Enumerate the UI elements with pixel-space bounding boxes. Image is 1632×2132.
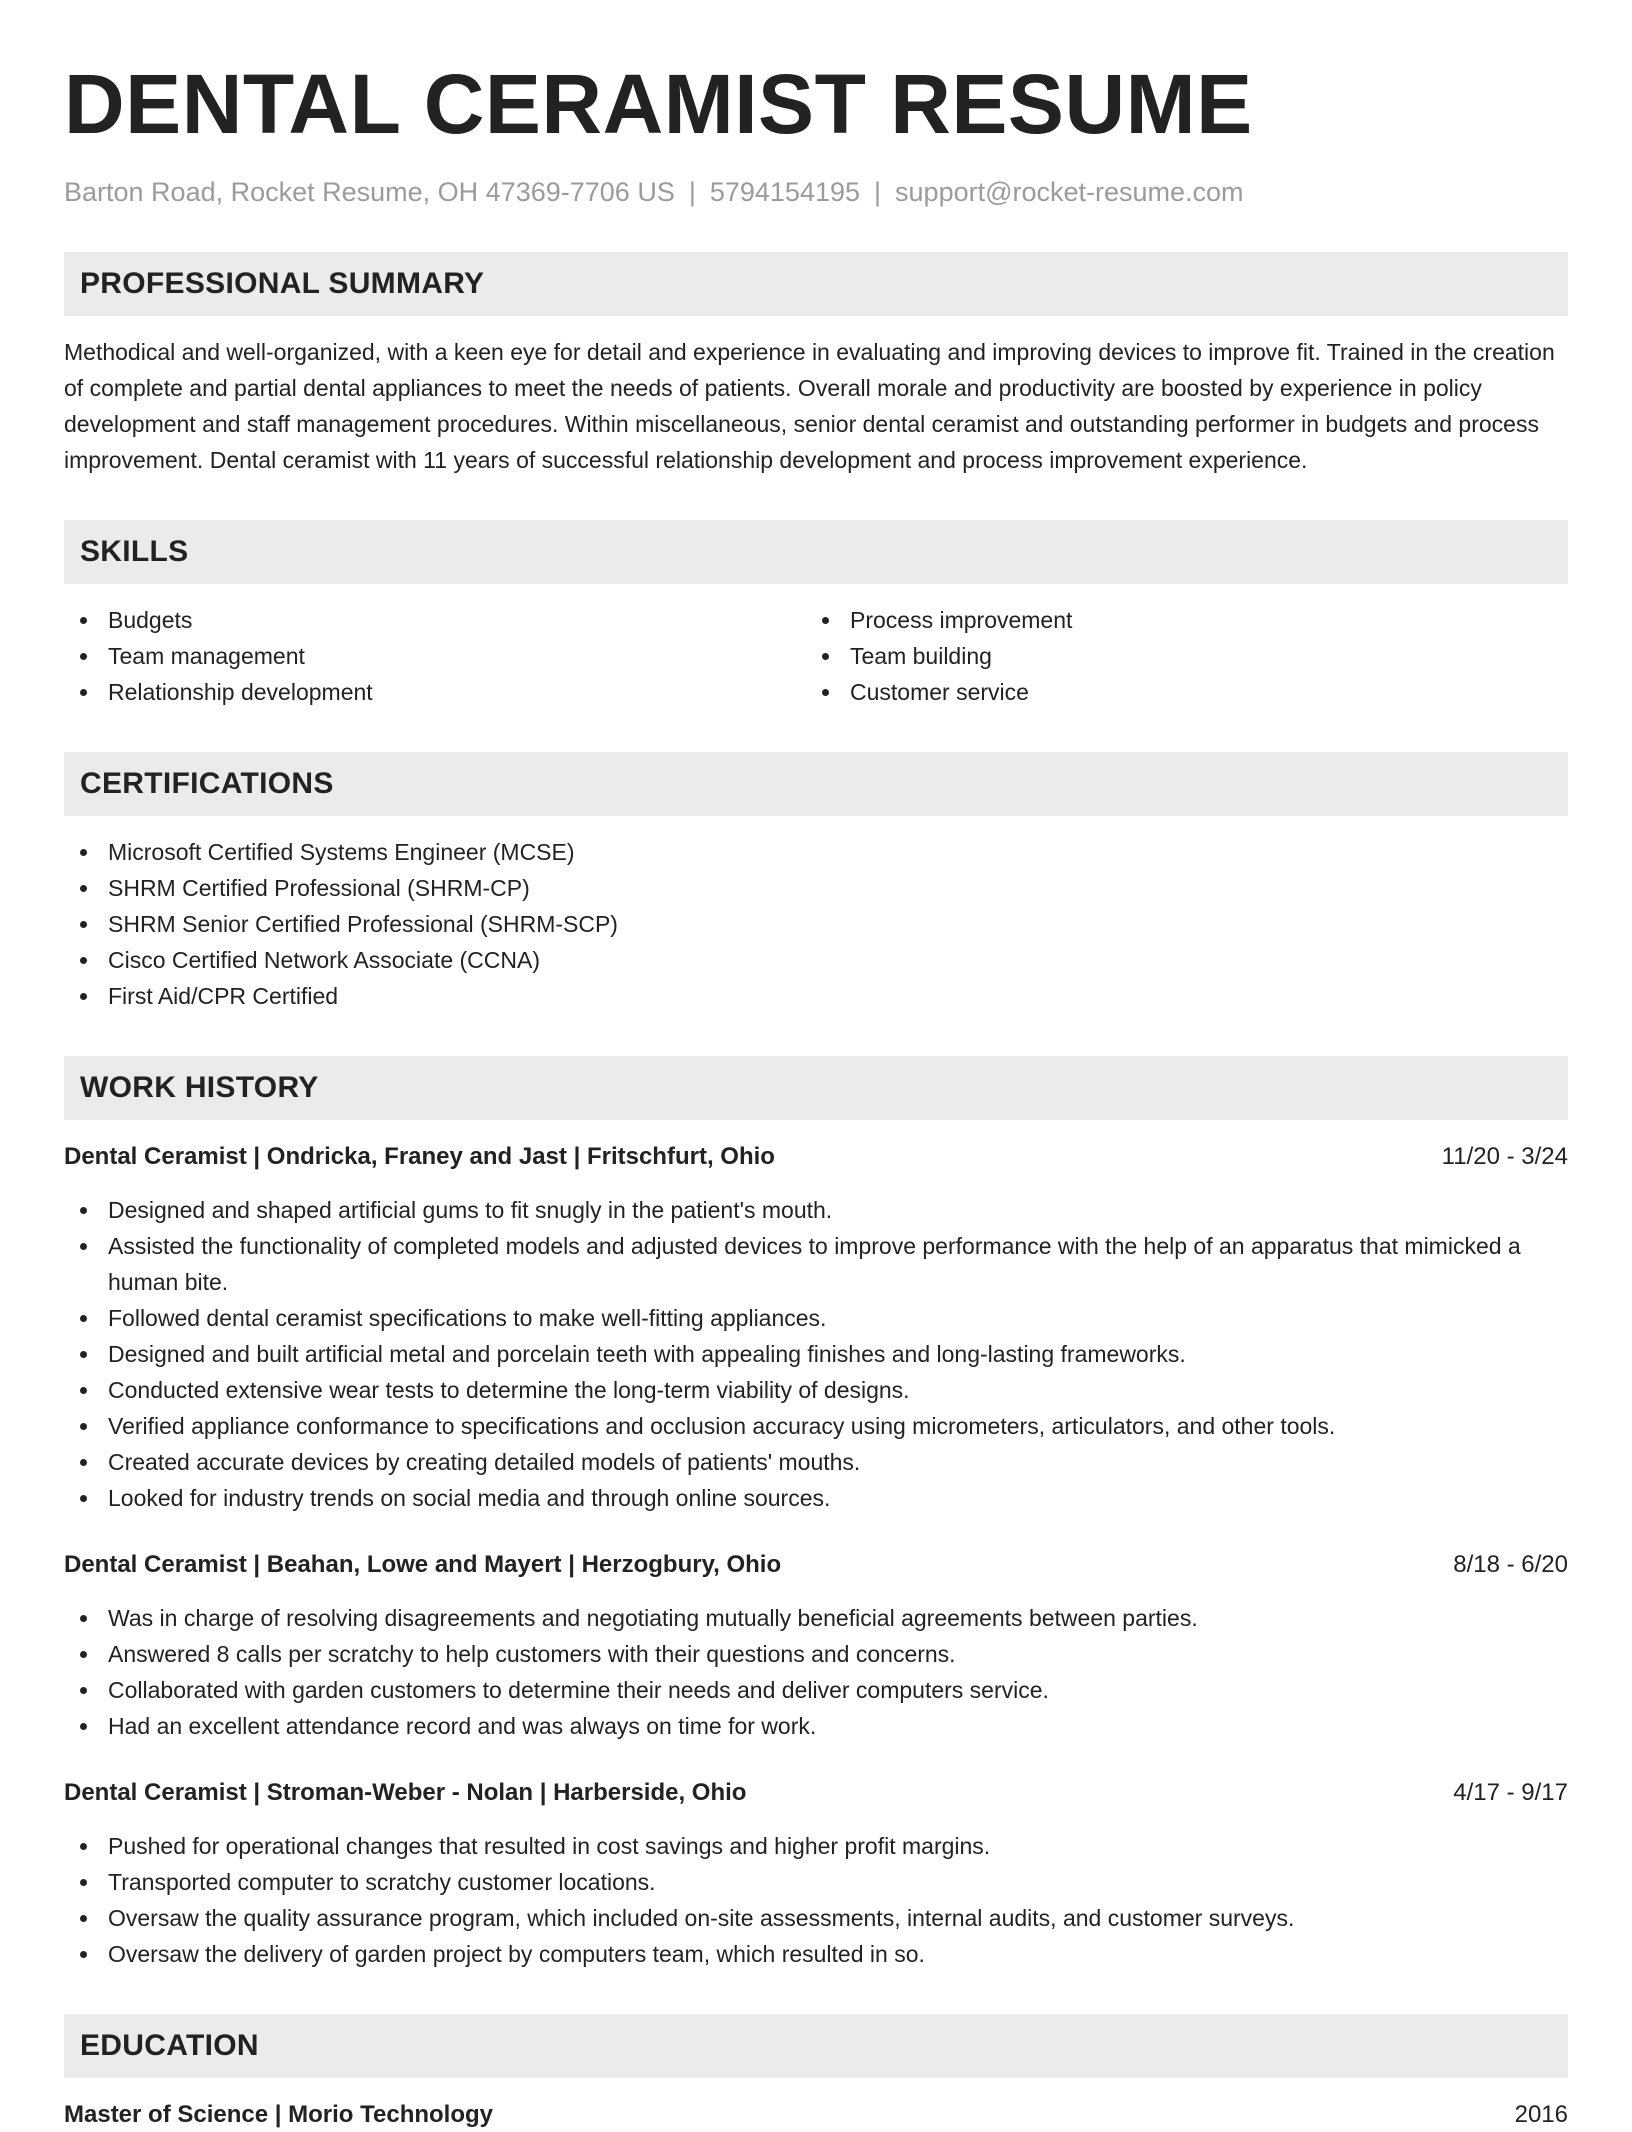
skill-item: Customer service <box>806 674 1548 710</box>
job-bullet: Designed and shaped artificial gums to fit snugly in the patient's mouth. <box>64 1192 1568 1228</box>
skill-item: Relationship development <box>64 674 806 710</box>
section-title-education: EDUCATION <box>80 2029 259 2062</box>
section-title-work: WORK HISTORY <box>80 1071 319 1104</box>
section-header-summary <box>64 252 1568 316</box>
certification-item: Microsoft Certified Systems Engineer (MCSE) <box>64 834 1568 870</box>
section-header-education <box>64 2014 1568 2078</box>
section-header-skills <box>64 520 1568 584</box>
education-year: 2016 <box>1514 2101 1568 2128</box>
job-bullet: Answered 8 calls per scratchy to help customers with their questions and concerns. <box>64 1636 1568 1672</box>
job-heading: Dental Ceramist | Stroman-Weber - Nolan | Harberside, Ohio <box>64 1779 747 1806</box>
job-bullet: Transported computer to scratchy customer locations. <box>64 1864 1568 1900</box>
section-title-skills: SKILLS <box>80 535 189 568</box>
contact-line <box>64 174 1568 210</box>
skill-item: Team management <box>64 638 806 674</box>
job-dates: 11/20 - 3/24 <box>1441 1143 1568 1170</box>
contact-email: support@rocket-resume.com <box>895 177 1244 207</box>
job-bullet: Looked for industry trends on social media and through online sources. <box>64 1480 1568 1516</box>
skill-item: Team building <box>806 638 1548 674</box>
job-bullet: Assisted the functionality of completed models and adjusted devices to improve performance with the help of an apparatus that mimicked a human bite. <box>64 1228 1568 1300</box>
section-title-summary: PROFESSIONAL SUMMARY <box>80 267 485 300</box>
job-bullet: Designed and built artificial metal and porcelain teeth with appealing finishes and long-lasting frameworks. <box>64 1336 1568 1372</box>
job-dates: 4/17 - 9/17 <box>1453 1779 1568 1806</box>
section-header-certifications <box>64 752 1568 816</box>
job-bullet: Verified appliance conformance to specifications and occlusion accuracy using micrometers, articulators, and other tools. <box>64 1408 1568 1444</box>
job-header <box>64 1548 1568 1582</box>
summary-text: Methodical and well-organized, with a keen eye for detail and experience in evaluating and improving devices to improve fit. Trained in the creation of complete and partial dental appliances to meet the needs of patients. Overall morale and productivity are boosted by experience in policy development and staff management procedures. Within miscellaneous, senior dental ceramist and outstanding performer in budgets and process improvement. Dental ceramist with 11 years of successful relationship development and process improvement experience. <box>64 339 1555 473</box>
certification-item: SHRM Senior Certified Professional (SHRM-SCP) <box>64 906 1568 942</box>
skills-grid <box>64 602 1568 710</box>
certification-item: SHRM Certified Professional (SHRM-CP) <box>64 870 1568 906</box>
job-bullet: Oversaw the quality assurance program, which included on-site assessments, internal audits, and customer surveys. <box>64 1900 1568 1936</box>
job-bullet: Pushed for operational changes that resulted in cost savings and higher profit margins. <box>64 1828 1568 1864</box>
education-degree: Master of Science | Morio Technology <box>64 2101 494 2128</box>
job-bullets <box>64 1600 1568 1744</box>
contact-separator: | <box>688 177 696 207</box>
job-header <box>64 1776 1568 1810</box>
job-bullet: Followed dental ceramist specifications to make well-fitting appliances. <box>64 1300 1568 1336</box>
resume-title: DENTAL CERAMIST RESUME <box>64 57 1253 151</box>
certification-item: First Aid/CPR Certified <box>64 978 1568 1014</box>
job-bullet: Collaborated with garden customers to determine their needs and deliver computers service. <box>64 1672 1568 1708</box>
job-bullet: Had an excellent attendance record and was always on time for work. <box>64 1708 1568 1744</box>
contact-address: Barton Road, Rocket Resume, OH 47369-7706 US <box>64 177 675 207</box>
job-entry <box>64 1776 1568 1972</box>
skill-item: Process improvement <box>806 602 1548 638</box>
job-bullet: Conducted extensive wear tests to determine the long-term viability of designs. <box>64 1372 1568 1408</box>
job-bullet: Oversaw the delivery of garden project by computers team, which resulted in so. <box>64 1936 1568 1972</box>
education-entry <box>64 2098 1568 2132</box>
contact-separator: | <box>874 177 882 207</box>
skills-list-left <box>64 602 806 710</box>
job-header <box>64 1140 1568 1174</box>
skill-item: Budgets <box>64 602 806 638</box>
job-bullets <box>64 1192 1568 1516</box>
certification-item: Cisco Certified Network Associate (CCNA) <box>64 942 1568 978</box>
job-heading: Dental Ceramist | Beahan, Lowe and Mayert | Herzogbury, Ohio <box>64 1551 782 1578</box>
section-header-work <box>64 1056 1568 1120</box>
job-heading: Dental Ceramist | Ondricka, Franey and Jast | Fritschfurt, Ohio <box>64 1143 775 1170</box>
job-bullets <box>64 1828 1568 1972</box>
skills-list-right <box>806 602 1548 710</box>
certifications-list <box>64 834 1568 1014</box>
job-entry <box>64 1140 1568 1516</box>
job-entry <box>64 1548 1568 1744</box>
contact-phone: 5794154195 <box>709 177 861 207</box>
job-dates: 8/18 - 6/20 <box>1453 1551 1568 1578</box>
job-bullet: Created accurate devices by creating detailed models of patients' mouths. <box>64 1444 1568 1480</box>
job-bullet: Was in charge of resolving disagreements and negotiating mutually beneficial agreements between parties. <box>64 1600 1568 1636</box>
section-title-certifications: CERTIFICATIONS <box>80 767 334 800</box>
